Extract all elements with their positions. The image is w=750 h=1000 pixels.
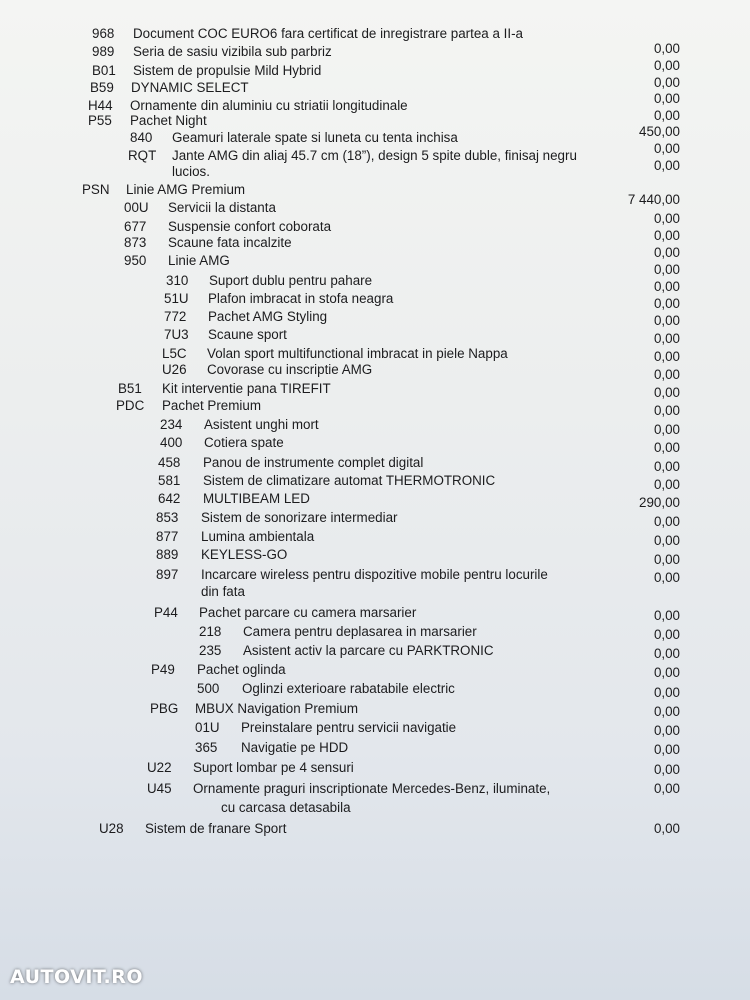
option-code: H44 — [88, 98, 113, 113]
option-price: 0,00 — [653, 422, 680, 437]
option-price: 0,00 — [653, 533, 680, 548]
option-row — [0, 308, 750, 328]
option-code: 00U — [124, 200, 149, 215]
option-row — [0, 454, 750, 474]
option-price: 0,00 — [653, 665, 680, 680]
option-code: B01 — [92, 63, 116, 78]
option-code: 7U3 — [164, 327, 189, 342]
option-price: 0,00 — [653, 723, 680, 738]
option-row — [0, 158, 750, 183]
option-row — [0, 528, 750, 548]
option-description: Camera pentru deplasarea in marsarier — [243, 624, 477, 639]
option-row — [0, 490, 750, 510]
option-code: 989 — [92, 44, 115, 59]
option-description: Cotiera spate — [204, 435, 284, 450]
option-price: 0,00 — [653, 262, 680, 277]
option-code: 642 — [158, 491, 181, 506]
option-row — [0, 661, 750, 681]
option-description: Navigatie pe HDD — [241, 740, 349, 755]
option-row — [0, 642, 750, 662]
option-description: Suspensie confort coborata — [168, 219, 332, 234]
option-price: 0,00 — [653, 742, 680, 757]
option-price: 0,00 — [653, 646, 680, 661]
option-code: 968 — [92, 26, 115, 41]
option-code: P55 — [88, 113, 112, 128]
option-code: 840 — [130, 130, 153, 145]
option-price: 0,00 — [653, 279, 680, 294]
option-description: Pachet Night — [130, 113, 207, 128]
option-price: 0,00 — [653, 211, 680, 226]
option-price: 0,00 — [653, 608, 680, 623]
option-description: Panou de instrumente complet digital — [203, 455, 424, 470]
option-code: L5C — [162, 346, 187, 361]
option-description: Sistem de climatizare automat THERMOTRONIC — [203, 473, 496, 488]
option-price: 0,00 — [653, 313, 680, 328]
option-price: 0,00 — [653, 349, 680, 364]
option-description: Asistent activ la parcare cu PARKTRONIC — [243, 643, 494, 658]
option-row — [0, 700, 750, 720]
option-description: Servicii la distanta — [168, 200, 276, 215]
option-price: 0,00 — [653, 762, 680, 777]
option-price: 0,00 — [653, 296, 680, 311]
option-description: MULTIBEAM LED — [203, 491, 310, 506]
option-row — [0, 397, 750, 417]
option-description: Jante AMG din aliaj 45.7 cm (18”), design 5 spite duble, finisaj negru — [172, 148, 577, 163]
option-row — [0, 759, 750, 779]
option-price: 0,00 — [653, 158, 680, 173]
option-row — [0, 509, 750, 529]
option-description: Scaune fata incalzite — [168, 235, 292, 250]
option-row — [0, 75, 750, 99]
option-price: 0,00 — [653, 570, 680, 585]
option-description: Sistem de franare Sport — [145, 821, 287, 836]
option-description: Incarcare wireless pentru dispozitive mobile pentru locurile — [201, 567, 548, 582]
option-row — [0, 434, 750, 454]
option-description: DYNAMIC SELECT — [131, 80, 249, 95]
option-row — [0, 234, 750, 260]
option-code: 235 — [199, 643, 222, 658]
option-price: 0,00 — [653, 685, 680, 700]
option-price: 0,00 — [653, 58, 680, 73]
option-description: Geamuri laterale spate si luneta cu tenta inchisa — [172, 130, 458, 145]
option-description: Document COC EURO6 fara certificat de inregistrare partea a II-a — [133, 26, 523, 41]
option-row — [0, 739, 750, 759]
option-row — [0, 124, 750, 149]
option-code: 01U — [195, 720, 220, 735]
option-code: 581 — [158, 473, 181, 488]
option-code: B59 — [90, 80, 114, 95]
option-description: Preinstalare pentru servicii navigatie — [241, 720, 457, 735]
option-row — [0, 416, 750, 436]
option-description: Volan sport multifunctional imbracat in piele Nappa — [207, 346, 508, 361]
option-row — [0, 361, 750, 381]
option-code: 889 — [156, 547, 179, 562]
option-code: 400 — [160, 435, 183, 450]
option-price: 0,00 — [653, 403, 680, 418]
option-row — [0, 272, 750, 292]
option-code: 853 — [156, 510, 179, 525]
option-code: 310 — [166, 273, 189, 288]
option-description: Oglinzi exterioare rabatabile electric — [242, 681, 455, 696]
option-row — [0, 199, 750, 226]
option-price: 0,00 — [653, 440, 680, 455]
option-code: 877 — [156, 529, 179, 544]
option-code: U28 — [99, 821, 124, 836]
option-code: U26 — [162, 362, 187, 377]
option-code: 365 — [195, 740, 218, 755]
option-description: Ornamente praguri inscriptionate Mercedes-Benz, iluminate, — [193, 781, 551, 796]
option-price: 0,00 — [653, 91, 680, 106]
option-code: 897 — [156, 567, 179, 582]
option-price: 0,00 — [653, 459, 680, 474]
option-row — [0, 290, 750, 310]
option-price: 0,00 — [653, 477, 680, 492]
option-code: 950 — [124, 253, 147, 268]
option-description: Suport lombar pe 4 sensuri — [193, 760, 354, 775]
option-code: 873 — [124, 235, 147, 250]
option-price: 0,00 — [653, 41, 680, 56]
option-description: Asistent unghi mort — [204, 417, 319, 432]
option-description: Pachet Premium — [162, 398, 261, 413]
option-code: 234 — [160, 417, 183, 432]
option-row — [0, 583, 750, 603]
option-code: PSN — [82, 182, 110, 197]
option-description: Suport dublu pentru pahare — [209, 273, 373, 288]
option-description: Seria de sasiu vizibila sub parbriz — [133, 44, 332, 59]
option-code: RQT — [128, 148, 157, 163]
option-row — [0, 799, 750, 819]
option-row — [0, 43, 750, 63]
option-code: P49 — [151, 662, 175, 677]
option-code: 51U — [164, 291, 189, 306]
option-description: Ornamente din aluminiu cu striatii longitudinale — [130, 98, 408, 113]
option-code: 500 — [197, 681, 220, 696]
option-description: Sistem de sonorizare intermediar — [201, 510, 398, 525]
option-description: Sistem de propulsie Mild Hybrid — [133, 63, 322, 78]
option-price: 0,00 — [653, 75, 680, 90]
option-row — [0, 252, 750, 277]
option-description: Scaune sport — [208, 327, 287, 342]
option-description: Plafon imbracat in stofa neagra — [208, 291, 394, 306]
option-description: Linie AMG — [168, 253, 230, 268]
option-price: 0,00 — [653, 781, 680, 796]
option-code: 218 — [199, 624, 222, 639]
option-description: Kit interventie pana TIREFIT — [162, 381, 331, 396]
option-code: U22 — [147, 760, 172, 775]
option-row — [0, 604, 750, 624]
option-description: Covorase cu inscriptie AMG — [207, 362, 373, 377]
option-code: U45 — [147, 781, 172, 796]
option-price: 0,00 — [653, 385, 680, 400]
option-row — [0, 472, 750, 492]
autovit-watermark-logo: AUTOVIT.RO — [10, 966, 143, 988]
option-code: PBG — [150, 701, 179, 716]
option-price: 0,00 — [653, 821, 680, 836]
option-description: Linie AMG Premium — [126, 182, 246, 197]
option-description: cu carcasa detasabila — [221, 800, 351, 815]
option-price: 0,00 — [653, 704, 680, 719]
option-description: Pachet parcare cu camera marsarier — [199, 605, 417, 620]
option-code: PDC — [116, 398, 145, 413]
option-price: 0,00 — [653, 514, 680, 529]
option-row — [0, 546, 750, 566]
option-code: P44 — [154, 605, 178, 620]
option-row — [0, 25, 750, 45]
option-price: 0,00 — [653, 228, 680, 243]
option-description: lucios. — [172, 164, 210, 179]
option-row — [0, 719, 750, 739]
option-code: 772 — [164, 309, 187, 324]
option-price: 0,00 — [653, 108, 680, 123]
option-description: din fata — [201, 584, 245, 599]
option-price: 0,00 — [653, 141, 680, 156]
option-row — [0, 623, 750, 643]
option-price: 0,00 — [653, 245, 680, 260]
option-description: Pachet oglinda — [197, 662, 286, 677]
option-description: Pachet AMG Styling — [208, 309, 328, 324]
option-description: MBUX Navigation Premium — [195, 701, 358, 716]
option-price: 0,00 — [653, 367, 680, 382]
option-description: Lumina ambientala — [201, 529, 315, 544]
option-price: 7 440,00 — [627, 192, 680, 207]
option-code: 677 — [124, 219, 147, 234]
option-price: 0,00 — [653, 627, 680, 642]
option-code: 458 — [158, 455, 181, 470]
option-price: 0,00 — [653, 552, 680, 567]
option-price: 450,00 — [639, 124, 680, 139]
option-price: 290,00 — [639, 495, 680, 510]
option-row — [0, 780, 750, 800]
option-row — [0, 680, 750, 700]
option-description: KEYLESS-GO — [201, 547, 288, 562]
option-code: B51 — [118, 381, 142, 396]
option-price: 0,00 — [653, 331, 680, 346]
option-row — [0, 820, 750, 840]
option-row — [0, 326, 750, 346]
